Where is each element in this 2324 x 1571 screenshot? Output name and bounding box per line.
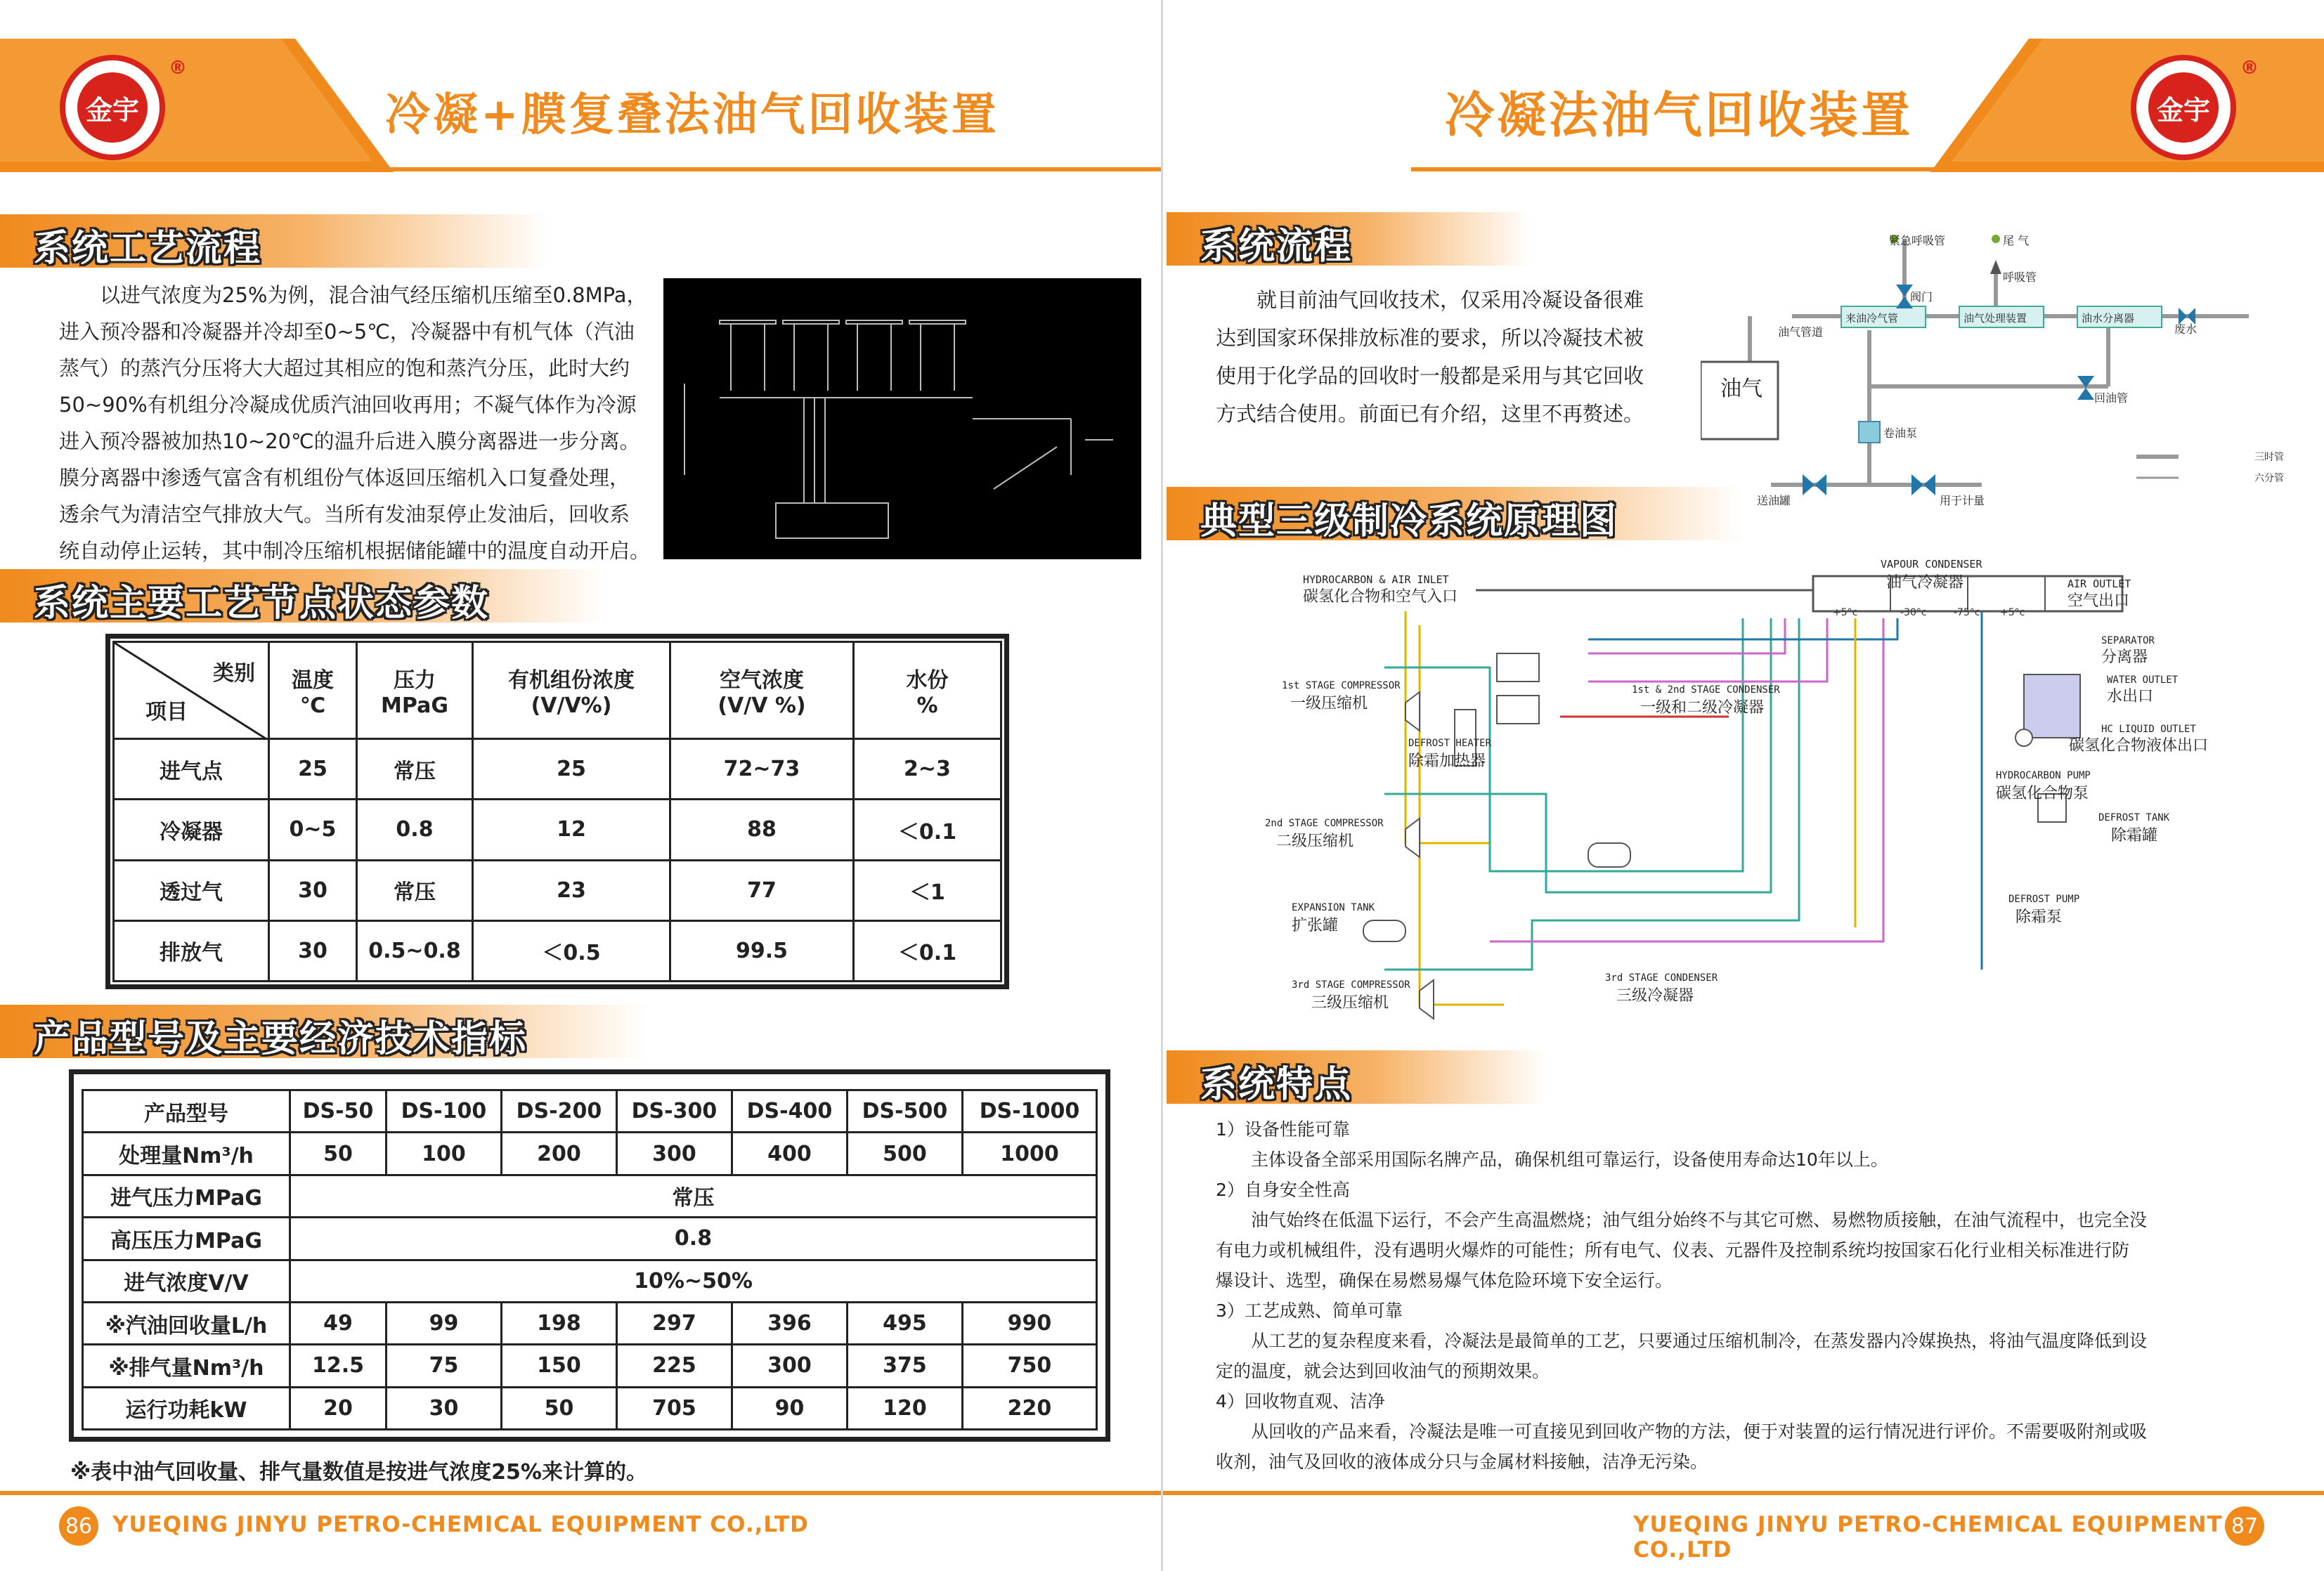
- row-label: 进气压力MPaG: [83, 1175, 290, 1217]
- row-label: 高压压力MPaG: [83, 1218, 290, 1260]
- model-header: DS-400: [732, 1090, 847, 1133]
- table-row: [83, 1302, 1097, 1344]
- left-page-title: 冷凝+膜复叠法油气回收装置: [385, 89, 999, 141]
- right-page-number: 87: [2225, 1506, 2264, 1546]
- row-label: ※排气量Nm³/h: [83, 1345, 290, 1387]
- left-footer-company: YUEQING JINYU PETRO-CHEMICAL EQUIPMENT CO.,LTD: [112, 1512, 809, 1537]
- models-header-row: [83, 1090, 1097, 1133]
- label-vapour-cn: 油气冷凝器: [1886, 574, 1964, 592]
- params-header-cell: [473, 642, 670, 739]
- cell: 77: [670, 860, 854, 920]
- cell: ＜0.1: [854, 920, 1001, 981]
- label-cond3-cn: 三级冷凝器: [1616, 987, 1694, 1005]
- row-label: 排放气: [114, 920, 269, 981]
- params-header-cell: [670, 642, 854, 739]
- cell: 23: [473, 860, 670, 920]
- label-emergency-vent: 紧急呼吸管: [1889, 234, 1946, 247]
- right-footer-line: [1163, 1491, 2324, 1495]
- label-tank: 油气: [1720, 377, 1763, 401]
- cell: 30: [269, 860, 357, 920]
- left-logo-text: 金宇: [73, 68, 152, 147]
- right-header-line: [1411, 167, 1945, 171]
- cell: 120: [847, 1387, 962, 1429]
- left-logo: [60, 55, 165, 160]
- label-cond12-cn: 一级和二级冷凝器: [1640, 699, 1765, 717]
- cell: 25: [473, 739, 670, 800]
- label-breather: 呼吸管: [2003, 270, 2037, 284]
- temp-3: -75°c: [1954, 607, 1980, 618]
- label-water-cn: 水出口: [2107, 688, 2154, 705]
- table-row: [83, 1133, 1097, 1175]
- table-row: [83, 1260, 1097, 1302]
- cell: ＜0.5: [473, 920, 670, 981]
- label-vapour-en: VAPOUR CONDENSER: [1881, 558, 1982, 571]
- legend-6: 六分管: [2254, 473, 2284, 484]
- right-page-title: 冷凝法油气回收装置: [1445, 86, 1913, 144]
- label-cond12-en: 1st & 2nd STAGE CONDENSER: [1632, 684, 1780, 696]
- table-row: [83, 1345, 1097, 1387]
- model-header: DS-200: [501, 1090, 616, 1133]
- cell: 200: [501, 1133, 616, 1175]
- header-text: 有机组份浓度: [508, 668, 635, 693]
- cell: 常压: [357, 739, 473, 800]
- header-text: 温度: [292, 668, 334, 693]
- flow-text: [1216, 281, 1694, 433]
- row-label: 进气浓度V/V: [83, 1260, 290, 1302]
- cell: 72~73: [670, 739, 854, 800]
- model-header: DS-100: [386, 1090, 501, 1133]
- model-header: DS-1000: [962, 1090, 1096, 1133]
- label-gas-pipe: 油气管道: [1778, 325, 1824, 339]
- label-air-out-en: AIR OUTLET: [2067, 578, 2131, 590]
- legend-3: 三时管: [2254, 452, 2284, 463]
- models-table-note: ※表中油气回收量、排气量数值是按进气浓度25%来计算的。: [70, 1460, 647, 1485]
- label-exhaust: 尾 气: [2003, 234, 2030, 247]
- label-stage3-cn: 三级压缩机: [1311, 994, 1389, 1012]
- cell: 375: [847, 1345, 962, 1387]
- params-header-cell: [854, 642, 1001, 739]
- feature-line: 有电力或机械组件，没有遇明火爆炸的可能性；所有电气、仪表、元器件及控制系统均按国家石化行业相关标准进行防: [1216, 1240, 2130, 1260]
- label-pump: 卷油泵: [1883, 426, 1918, 440]
- cell: 300: [616, 1133, 732, 1175]
- left-header-line: [365, 167, 1161, 171]
- cell: 705: [616, 1387, 732, 1429]
- flow-line: 使用于化学品的回收时一般都是采用与其它回收: [1216, 364, 1644, 388]
- cell: 297: [616, 1302, 732, 1344]
- pump-box: [1859, 422, 1880, 443]
- label-valve: 阀门: [1910, 290, 1933, 304]
- cell: 12: [473, 800, 670, 860]
- table-row: [83, 1387, 1097, 1429]
- params-header-row: [114, 642, 1001, 739]
- cell: 100: [386, 1133, 501, 1175]
- models-table: [82, 1089, 1098, 1430]
- table-row: [114, 739, 1001, 800]
- section-models-title: 产品型号及主要经济技术指标: [34, 1018, 528, 1060]
- table-row: [83, 1175, 1097, 1217]
- cell: 88: [670, 800, 854, 860]
- label-stage1-cn: 一级压缩机: [1290, 695, 1368, 712]
- params-table: [112, 641, 1002, 982]
- header-unit: (V/V%): [531, 693, 612, 718]
- header-text: 空气浓度: [720, 668, 804, 693]
- cell: 225: [616, 1345, 732, 1387]
- right-header-band: [1930, 39, 2324, 172]
- cell: ＜1: [854, 860, 1001, 920]
- left-header-band: [0, 39, 394, 172]
- process-line: 统自动停止运转，其中制冷压缩机根据储能罐中的温度自动开启。: [59, 539, 651, 563]
- feature-line: 定的温度，就会达到回收油气的预期效果。: [1216, 1361, 1550, 1381]
- feature-line: 主体设备全部采用国际名牌产品，确保机组可靠运行，设备使用寿命达10年以上。: [1251, 1149, 1888, 1170]
- section-flow-header: [1167, 212, 1532, 266]
- corner-top-label: 类别: [213, 661, 255, 686]
- label-stage1-en: 1st STAGE COMPRESSOR: [1282, 680, 1401, 691]
- row-label: 透过气: [114, 860, 269, 920]
- feature-line: 从回收的产品来看，冷凝法是唯一可直接见到回收产物的方法，便于对装置的运行情况进行评价。不需要吸附剂或吸: [1251, 1421, 2148, 1442]
- table-row: [114, 920, 1001, 981]
- label-hcpump-en: HYDROCARBON PUMP: [1996, 770, 2091, 781]
- params-header-cell: [357, 642, 473, 739]
- cell: 75: [386, 1345, 501, 1387]
- cell: 常压: [357, 860, 473, 920]
- cell: 2~3: [854, 739, 1001, 800]
- merged-cell: 常压: [290, 1175, 1097, 1217]
- label-separator: 油水分离器: [2082, 312, 2135, 325]
- label-to-tank: 送油罐: [1757, 494, 1791, 507]
- right-logo-text: 金宇: [2144, 68, 2223, 147]
- model-header: DS-50: [290, 1090, 387, 1133]
- label-defrost-heater-cn: 除霜加热器: [1408, 752, 1486, 770]
- right-registered-mark: ®: [2240, 58, 2259, 79]
- label-hcliq-en: HC LIQUID OUTLET: [2101, 724, 2196, 735]
- label-expansion-en: EXPANSION TANK: [1292, 902, 1375, 913]
- cell: 50: [290, 1133, 387, 1175]
- feature-line: 收剂，油气及回收的液体成分只与金属材料接触，洁净无污染。: [1216, 1452, 1708, 1472]
- cell: 99.5: [670, 920, 854, 981]
- label-sep-cn: 分离器: [2101, 648, 2148, 666]
- separator-box: [2024, 674, 2080, 738]
- cell: 30: [269, 920, 357, 981]
- page-spine: [1161, 0, 1163, 1571]
- label-to-user: 用于计量: [1940, 494, 1985, 507]
- label-defrost-pump-cn: 除霜泵: [2015, 908, 2063, 926]
- label-defrost-tank-en: DEFROST TANK: [2098, 812, 2170, 823]
- right-footer-company: YUEQING JINYU PETRO-CHEMICAL EQUIPMENT CO.,LTD: [1633, 1512, 2223, 1563]
- label-air-out-cn: 空气出口: [2067, 592, 2130, 610]
- merged-cell: 0.8: [290, 1218, 1097, 1260]
- cell: 220: [962, 1387, 1096, 1429]
- section-process-title: 系统工艺流程: [34, 228, 262, 270]
- flow-diagram: [1701, 225, 2291, 506]
- cell: 300: [732, 1345, 847, 1387]
- flow-line: 达到国家环保排放标准的要求，所以冷凝技术被: [1216, 326, 1644, 350]
- cell: 30: [386, 1387, 501, 1429]
- process-line: 透余气为清洁空气排放大气。当所有发油泵停止发油后，回收系: [59, 502, 630, 526]
- header-text: 压力: [394, 668, 436, 693]
- label-cond3-en: 3rd STAGE CONDENSER: [1605, 972, 1718, 984]
- models-header-label: 产品型号: [83, 1090, 290, 1133]
- label-hc-inlet-cn: 碳氢化合物和空气入口: [1303, 588, 1458, 606]
- process-diagram-image: [663, 278, 1141, 559]
- cell: 0~5: [269, 800, 357, 860]
- temp-2: -30°c: [1900, 607, 1927, 618]
- feature-heading: 2）自身安全性高: [1216, 1180, 1350, 1200]
- cell: 99: [386, 1302, 501, 1344]
- cell: 198: [501, 1302, 616, 1344]
- label-hcliq-cn: 碳氢化合物液体出口: [2069, 737, 2209, 755]
- label-waste-water: 废水: [2174, 322, 2198, 336]
- section-flow-title: 系统流程: [1200, 226, 1353, 268]
- label-defrost-heater-en: DEFROST HEATER: [1408, 738, 1492, 749]
- row-label: 冷凝器: [114, 800, 269, 860]
- cell: 1000: [962, 1133, 1096, 1175]
- cell: 150: [501, 1345, 616, 1387]
- label-stage2-cn: 二级压缩机: [1276, 833, 1354, 850]
- cell: 396: [732, 1302, 847, 1344]
- section-refrig-header: [1167, 487, 1743, 540]
- label-sep-en: SEPARATOR: [2101, 635, 2155, 646]
- cell: 49: [290, 1302, 387, 1344]
- table-row: [114, 800, 1001, 860]
- left-page-number: 86: [59, 1506, 98, 1546]
- model-header: DS-300: [616, 1090, 732, 1133]
- row-label: 处理量Nm³/h: [83, 1133, 290, 1175]
- cell: 20: [290, 1387, 387, 1429]
- header-unit: ℃: [299, 693, 326, 718]
- label-defrost-tank-cn: 除霜罐: [2111, 827, 2158, 845]
- label-stage3-en: 3rd STAGE COMPRESSOR: [1292, 979, 1410, 991]
- process-line: 进入预冷器和冷凝器并冷却至0~5℃，冷凝器中有机气体（汽油: [59, 320, 635, 344]
- section-params-title: 系统主要工艺节点状态参数: [34, 582, 490, 625]
- process-line: 膜分离器中渗透气富含有机组份气体返回压缩机入口复叠处理，: [59, 466, 630, 490]
- header-text: 水份: [906, 668, 949, 693]
- right-logo: [2131, 55, 2236, 160]
- cell: 495: [847, 1302, 962, 1344]
- feature-heading: 3）工艺成熟、简单可靠: [1216, 1301, 1403, 1321]
- row-label: 进气点: [114, 739, 269, 800]
- cell: 12.5: [290, 1345, 387, 1387]
- label-processor: 油气处理装置: [1963, 312, 2027, 325]
- cell: 0.5~0.8: [357, 920, 473, 981]
- merged-cell: 10%~50%: [290, 1260, 1097, 1302]
- corner-bottom-label: 项目: [145, 700, 188, 724]
- section-features-title: 系统特点: [1200, 1064, 1353, 1106]
- table-row: [83, 1218, 1097, 1260]
- table-row: [114, 860, 1001, 920]
- process-line: 蒸气）的蒸汽分压将大大超过其相应的饱和蒸汽分压，此时大约: [59, 356, 630, 380]
- cell: 0.8: [357, 800, 473, 860]
- model-header: DS-500: [847, 1090, 962, 1133]
- process-line: 50~90%有机组分冷凝成优质汽油回收再用；不凝气体作为冷源: [59, 393, 637, 417]
- left-registered-mark: ®: [169, 58, 187, 79]
- flow-line: 就目前油气回收技术，仅采用冷凝设备很难: [1257, 288, 1644, 312]
- temp-1: +5°c: [1833, 607, 1858, 618]
- feature-heading: 4）回收物直观、洁净: [1216, 1391, 1385, 1412]
- section-features-header: [1167, 1050, 1546, 1104]
- params-header-cell: [269, 642, 357, 739]
- cell: ＜0.1: [854, 800, 1001, 860]
- left-footer-line: [0, 1491, 1161, 1495]
- row-label: ※汽油回收量L/h: [83, 1302, 290, 1344]
- feature-line: 爆设计、选型，确保在易燃易爆气体危险环境下安全运行。: [1216, 1270, 1673, 1291]
- process-text: [59, 277, 663, 569]
- feature-line: 从工艺的复杂程度来看，冷凝法是最简单的工艺，只要通过压缩机制冷，在蒸发器内冷媒换热，将油气温度降低到设: [1251, 1331, 2148, 1351]
- row-label: 运行功耗kW: [83, 1387, 290, 1429]
- section-refrig-title: 典型三级制冷系统原理图: [1200, 500, 1618, 542]
- temp-4: +5°c: [2000, 607, 2025, 618]
- cell: 500: [847, 1133, 962, 1175]
- label-condenser: 来油冷气管: [1845, 312, 1899, 325]
- params-corner-cell: [114, 642, 269, 739]
- cell: 750: [962, 1345, 1096, 1387]
- label-water-en: WATER OUTLET: [2107, 674, 2179, 686]
- label-return-pipe: 回油管: [2094, 391, 2129, 405]
- feature-heading: 1）设备性能可靠: [1216, 1119, 1350, 1140]
- process-line: 进入预冷器被加热10~20℃的温升后进入膜分离器进一步分离。: [59, 429, 640, 453]
- section-params-header: [0, 569, 604, 625]
- cell: 90: [732, 1387, 847, 1429]
- cell: 990: [962, 1302, 1096, 1344]
- label-hcpump-cn: 碳氢化合物泵: [1996, 785, 2089, 802]
- label-stage2-en: 2nd STAGE COMPRESSOR: [1265, 818, 1384, 829]
- label-hc-inlet-en: HYDROCARBON & AIR INLET: [1303, 573, 1449, 586]
- cell: 25: [269, 739, 357, 800]
- process-line: 以进气浓度为25%为例，混合油气经压缩机压缩至0.8MPa，: [100, 283, 647, 307]
- section-process-header: [0, 214, 548, 268]
- label-defrost-pump-en: DEFROST PUMP: [2008, 894, 2080, 905]
- label-expansion-cn: 扩张罐: [1292, 917, 1339, 934]
- header-unit: %: [916, 693, 938, 718]
- section-models-header: [0, 1005, 647, 1058]
- header-unit: MPaG: [381, 693, 448, 718]
- cell: 400: [732, 1133, 847, 1175]
- features-list: [1216, 1114, 2284, 1477]
- flow-line: 方式结合使用。前面已有介绍，这里不再赘述。: [1216, 402, 1644, 426]
- feature-line: 油气始终在低温下运行，不会产生高温燃烧；油气组分始终不与其它可燃、易燃物质接触，在油气流程中，也完全没: [1251, 1210, 2148, 1230]
- cell: 50: [501, 1387, 616, 1429]
- header-unit: (V/V %): [718, 693, 806, 718]
